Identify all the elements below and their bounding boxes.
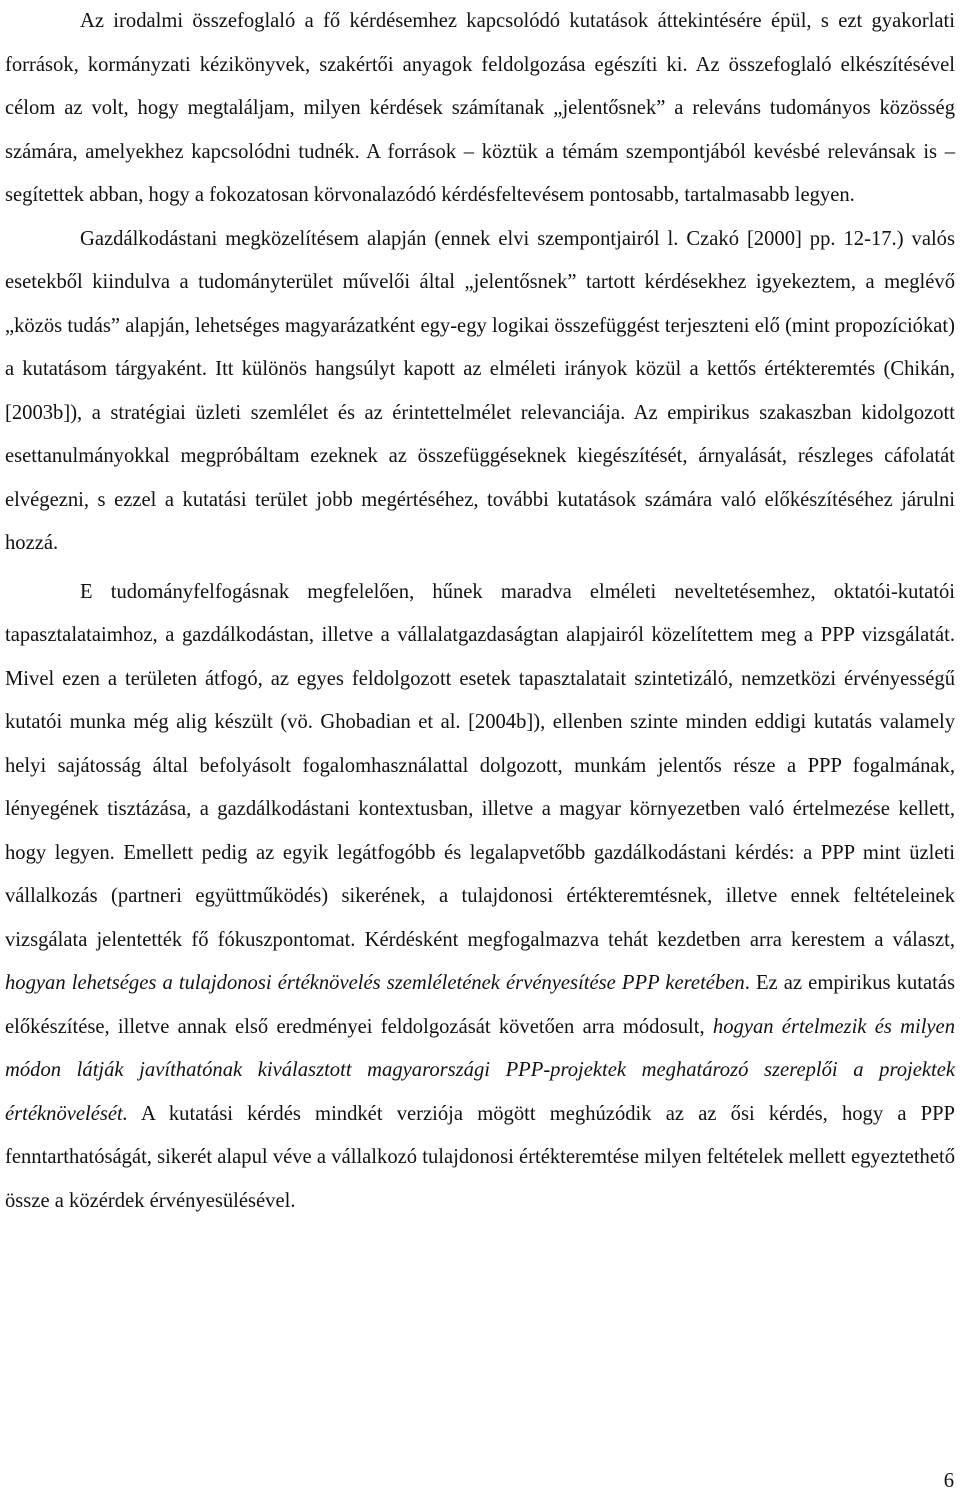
research-question-revised: hogyan értelmezik és milyen módon látják javíthatónak kiválasztott magyarországi PPP-projektek meghatározó szereplői a projektek értéknövelését. xyxy=(5,1015,955,1125)
paragraph-1 xyxy=(5,0,955,218)
paragraph-1-text: Az irodalmi összefoglaló a fő kérdésemhez kapcsolódó kutatások áttekintésére épül, s ezt gyakorlati források, kormányzati kézikönyvek, szakértői anyagok feldolgozása egészíti ki. Az összefoglaló elkészítésével célom az volt, hogy megtaláljam, milyen kérdések számítanak „jelentősnek” a releváns tudományos közösség számára, amelyekhez kapcsolódni tudnék. A források – köztük a témám szempontjából kevésbé relevánsak is – segítettek abban, hogy a fokozatosan körvonalazódó kérdésfeltevésem pontosabb, tartalmasabb legyen. xyxy=(5,10,955,206)
paragraph-2-text: Gazdálkodástani megközelítésem alapján (ennek elvi szempontjairól l. Czakó [2000] pp. 12-17.) valós esetekből kiindulva a tudományterület művelői által „jelentősnek” tartott kérdésekhez igyekeztem, a meglévő „közös tudás” alapján, lehetséges magyarázatként egy-egy logikai összefüggést terjeszteni elő (mint propozíciókat) a kutatásom tárgyaként. Itt különös hangsúlyt kapott az elméleti irányok közül a kettős értékteremtés (Chikán, [2003b]), a stratégiai üzleti szemlélet és az érintettelmélet relevanciája. Az empirikus szakaszban kidolgozott esettanulmányokkal megpróbáltam ezeknek az összefüggéseknek kiegészítését, árnyalását, részleges cáfolatát elvégezni, s ezzel a kutatási terület jobb megértéséhez, további kutatások számára való előkészítéséhez járulni hozzá. xyxy=(5,227,955,554)
paragraph-3-text-b: . Ez az empirikus kutatás előkészítése, illetve annak első eredményei feldolgozását követően arra módosult, xyxy=(5,972,955,1038)
paragraph-2 xyxy=(5,218,955,566)
document-page xyxy=(5,0,955,1223)
page-number: 6 xyxy=(943,1470,954,1492)
paragraph-3 xyxy=(5,571,955,1224)
research-question-initial: hogyan lehetséges a tulajdonosi értéknövelés szemléletének érvényesítése PPP keretében xyxy=(5,972,745,994)
paragraph-3-text-c: A kutatási kérdés mindkét verziója mögött meghúzódik az az ősi kérdés, hogy a PPP fenntarthatóságát, sikerét alapul véve a vállalkozó tulajdonosi értékteremtése milyen feltételek mellett egyeztethető össze a közérdek érvényesülésével. xyxy=(5,1102,955,1212)
paragraph-3-text-a: E tudományfelfogásnak megfelelően, hűnek maradva elméleti neveltetésemhez, oktatói-kutatói tapasztalataimhoz, a gazdálkodástan, illetve a vállalatgazdaságtan alapjairól közelítettem meg a PPP vizsgálatát. Mivel ezen a területen átfogó, az egyes feldolgozott esetek tapasztalatait szintetizáló, nemzetközi érvényességű kutatói munka még alig készült (vö. Ghobadian et al. [2004b]), ellenben szinte minden eddigi kutatás valamely helyi sajátosság által befolyásolt fogalomhasználattal dolgozott, munkám jelentős része a PPP fogalmának, lényegének tisztázása, a gazdálkodástani kontextusban, illetve a magyar környezetben való értelmezése kellett, hogy legyen. Emellett pedig az egyik legátfogóbb és legalapvetőbb gazdálkodástani kérdés: a PPP mint üzleti vállalkozás (partneri együttműködés) sikerének, a tulajdonosi értékteremtésnek, illetve ennek feltételeinek vizsgálata jelentették fő fókuszpontomat. Kérdésként megfogalmazva tehát kezdetben arra kerestem a választ, xyxy=(5,580,955,951)
